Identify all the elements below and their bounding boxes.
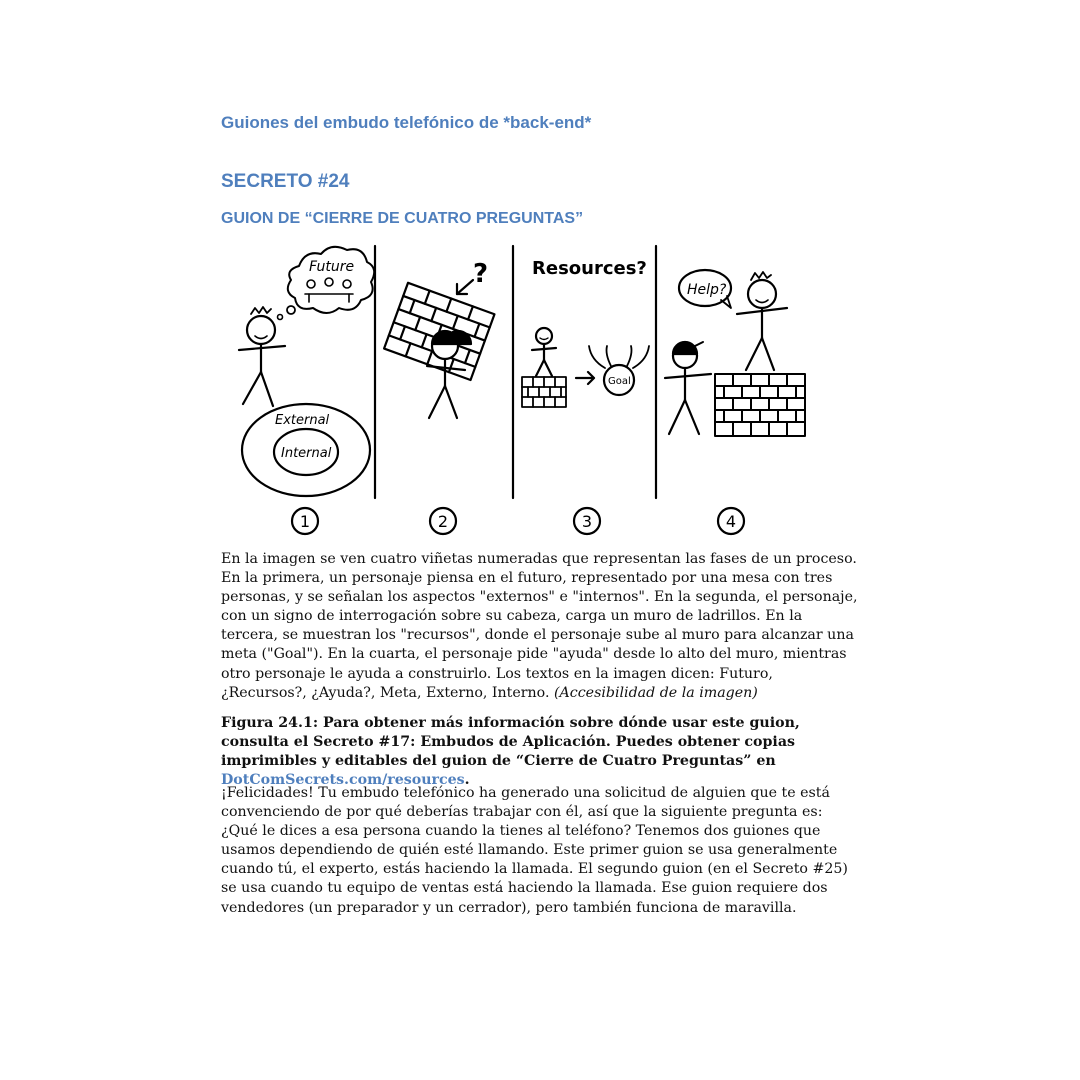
image-description [221,550,861,703]
number-2: 2 [437,512,449,531]
resources-link[interactable]: DotComSecrets.com/resources [221,772,465,789]
accessibility-note: (Accesibilidad de la imagen) [554,684,758,701]
panel-4 [665,270,805,436]
internal-label: Internal [281,446,332,461]
table-people-icon [305,278,353,302]
question-mark: ? [473,259,489,289]
description-text: En la imagen se ven cuatro viñetas numeradas que representan las fases de un proceso. En la primera, un personaje piensa en el futuro, representado por una mesa con tres personas, y se señalan los aspectos "externos" e "internos". En la segunda, el personaje, con un signo de interrogación sobre su cabeza, carga un muro de ladrillos. En la tercera, se muestran los "recursos", donde el personaje sube al muro para alcanzar una meta ("Goal"). En la cuarta, el personaje pide "ayuda" desde lo alto del muro, mientras otro personaje le ayuda a construirlo. Los textos en la imagen dicen: Futuro, ¿Recursos?, ¿Ayuda?, Meta, Externo, Interno. [221,551,858,701]
smile [255,336,267,339]
stick-figure-head [247,316,275,344]
number-3: 3 [581,512,593,531]
caption-text: Figura 24.1: Para obtener más información sobre dónde usar este guion, consulta el Secreto #17: Embudos de Aplicación. Puedes obtener copias imprimibles y editables del guion de “Cierre de Cuatro Preguntas” en [221,715,800,770]
caption-trailing: . [464,772,470,789]
script-title: GUION DE “CIERRE DE CUATRO PREGUNTAS” [221,210,584,227]
small-brick-wall [522,377,566,407]
panel-3 [522,258,649,407]
brick-wall [715,374,805,436]
panel-numbers [292,508,744,534]
panel-2 [384,259,494,418]
help-label: Help? [687,282,727,298]
body-paragraph: ¡Felicidades! Tu embudo telefónico ha generado una solicitud de alguien que te está convenciendo de por qué deberías trabajar con él, así que la siguiente pregunta es: ¿Qué le dices a esa persona cuando la tienes al teléfono? Tenemos dos guiones que usamos dependiendo de quién esté llamando. Este primer guion se usa generalmente cuando tú, el experto, estás haciendo la llamada. El segundo guion (en el Secreto #25) se usa cuando tu equipo de ventas está haciendo la llamada. Ese guion requiere dos vendedores (un preparador y un cerrador), pero también funciona de maravilla. [221,785,848,916]
section-title: Guiones del embudo telefónico de *back-end* [221,113,592,132]
panel-1 [239,247,374,496]
resources-label: Resources? [532,258,647,279]
hair [251,307,271,314]
secret-title: SECRETO #24 [221,171,350,192]
thought-bubble-dot [287,306,295,314]
goal-label: Goal [608,376,631,387]
stick-figure-head [748,280,776,308]
arrow-line [457,280,473,294]
future-label: Future [309,259,355,275]
number-4: 4 [725,512,737,531]
four-panel-illustration [233,242,813,538]
hair [751,272,771,280]
number-1: 1 [299,512,311,531]
stick-figure-head [536,328,552,344]
figure-caption [221,714,861,790]
external-label: External [275,413,330,428]
thought-bubble-dot [278,315,283,320]
arrow-icon [576,372,594,384]
thought-cloud [288,247,374,313]
